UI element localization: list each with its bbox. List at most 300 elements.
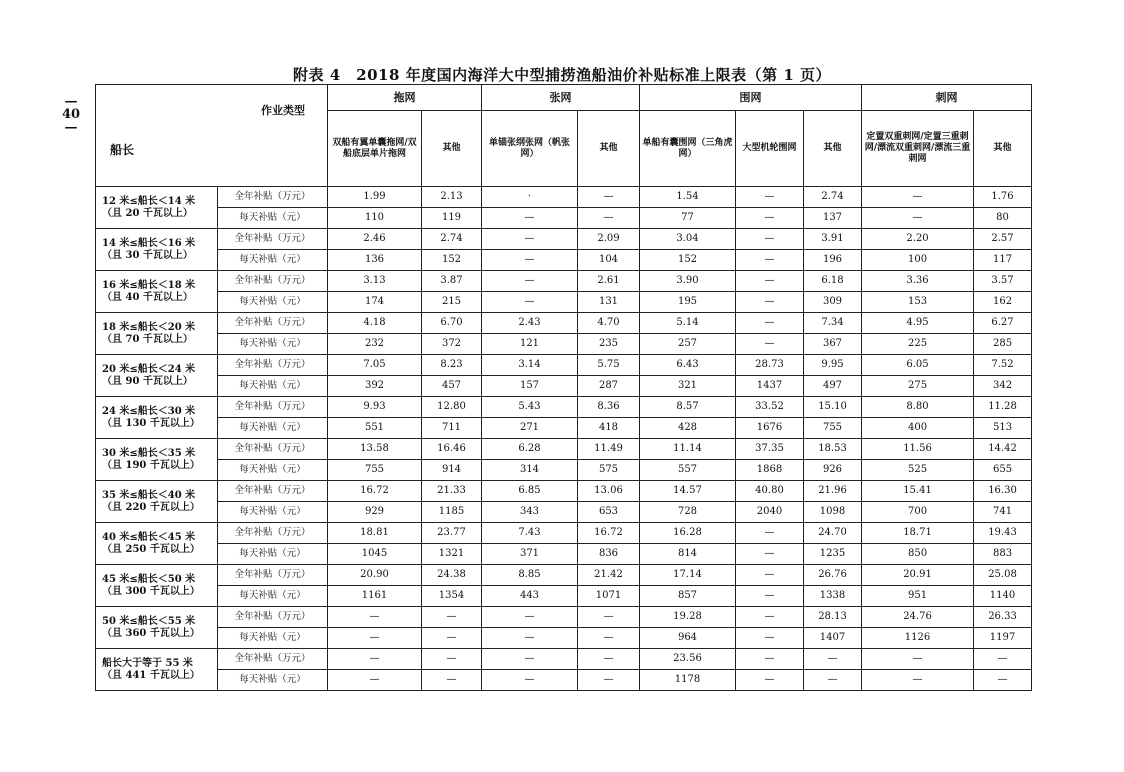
annual-value-cell: 2.61 [578, 271, 640, 292]
vessel-length-cell [96, 523, 218, 565]
annual-value-cell: 7.43 [482, 523, 578, 544]
annual-value-cell: 28.13 [804, 607, 862, 628]
page-number [62, 95, 80, 134]
daily-value-cell: 1338 [804, 586, 862, 607]
annual-value-cell: 23.77 [422, 523, 482, 544]
table-row [96, 481, 1032, 502]
daily-value-cell: 755 [804, 418, 862, 439]
annual-value-cell: 13.58 [328, 439, 422, 460]
daily-value-cell: — [736, 250, 804, 271]
annual-value-cell: 6.85 [482, 481, 578, 502]
annual-value-cell: 3.57 [974, 271, 1032, 292]
annual-value-cell: 7.52 [974, 355, 1032, 376]
annual-value-cell: — [482, 229, 578, 250]
daily-value-cell: — [736, 586, 804, 607]
daily-value-cell: 343 [482, 502, 578, 523]
daily-value-cell: 287 [578, 376, 640, 397]
daily-subsidy-label: 每天补贴（元） [218, 544, 328, 565]
subsidy-table [95, 84, 1032, 691]
daily-subsidy-label: 每天补贴（元） [218, 292, 328, 313]
annual-value-cell: 15.41 [862, 481, 974, 502]
table-row [96, 418, 1032, 439]
daily-subsidy-label: 每天补贴（元） [218, 628, 328, 649]
vessel-length-text: （且 190 千瓦以上） [102, 459, 200, 471]
daily-value-cell: — [482, 250, 578, 271]
vessel-length-text: 12 米≤船长＜14 米 [102, 195, 196, 207]
daily-value-cell: — [578, 208, 640, 229]
annual-value-cell: 2.74 [422, 229, 482, 250]
daily-value-cell: 275 [862, 376, 974, 397]
daily-value-cell: — [482, 292, 578, 313]
daily-value-cell: — [736, 544, 804, 565]
annual-value-cell: 1.54 [640, 187, 736, 208]
daily-value-cell: — [736, 670, 804, 691]
daily-value-cell: — [422, 628, 482, 649]
daily-value-cell: 850 [862, 544, 974, 565]
daily-value-cell: — [736, 208, 804, 229]
daily-value-cell: 655 [974, 460, 1032, 481]
annual-value-cell: · [482, 187, 578, 208]
daily-value-cell: 1354 [422, 586, 482, 607]
annual-value-cell: 20.90 [328, 565, 422, 586]
daily-value-cell: 196 [804, 250, 862, 271]
annual-value-cell: 6.05 [862, 355, 974, 376]
annual-value-cell: 21.96 [804, 481, 862, 502]
page-number-value: 40 [62, 107, 81, 122]
daily-value-cell: 700 [862, 502, 974, 523]
daily-value-cell: 174 [328, 292, 422, 313]
daily-value-cell: 225 [862, 334, 974, 355]
daily-value-cell: 1676 [736, 418, 804, 439]
daily-value-cell: 525 [862, 460, 974, 481]
daily-value-cell: — [482, 208, 578, 229]
group-header-gillnet: 刺网 [862, 85, 1032, 111]
annual-value-cell: 3.90 [640, 271, 736, 292]
vessel-length-text: 30 米≤船长＜35 米 [102, 447, 196, 459]
annual-value-cell: 3.87 [422, 271, 482, 292]
daily-subsidy-label: 每天补贴（元） [218, 334, 328, 355]
vessel-length-text: 24 米≤船长＜30 米 [102, 405, 196, 417]
table-row [96, 439, 1032, 460]
daily-value-cell: 1161 [328, 586, 422, 607]
daily-value-cell: 857 [640, 586, 736, 607]
daily-value-cell: 1140 [974, 586, 1032, 607]
daily-value-cell: 367 [804, 334, 862, 355]
annual-value-cell: 2.74 [804, 187, 862, 208]
annual-value-cell: — [736, 607, 804, 628]
annual-value-cell: — [736, 229, 804, 250]
daily-value-cell: — [328, 628, 422, 649]
annual-subsidy-label: 全年补贴（万元） [218, 271, 328, 292]
daily-value-cell: 513 [974, 418, 1032, 439]
vessel-length-text: （且 20 千瓦以上） [102, 207, 193, 219]
annual-value-cell: 17.14 [640, 565, 736, 586]
annual-value-cell: 8.57 [640, 397, 736, 418]
daily-value-cell: 314 [482, 460, 578, 481]
annual-value-cell: 12.80 [422, 397, 482, 418]
annual-value-cell: — [974, 649, 1032, 670]
annual-value-cell: 8.36 [578, 397, 640, 418]
table-row [96, 271, 1032, 292]
daily-value-cell: 195 [640, 292, 736, 313]
annual-value-cell: — [578, 607, 640, 628]
daily-value-cell: 1321 [422, 544, 482, 565]
annual-value-cell: 14.42 [974, 439, 1032, 460]
table-row [96, 607, 1032, 628]
vessel-length-text: （且 360 千瓦以上） [102, 627, 200, 639]
daily-value-cell: 443 [482, 586, 578, 607]
daily-value-cell: — [804, 670, 862, 691]
vessel-length-cell [96, 649, 218, 691]
vessel-length-text: 50 米≤船长＜55 米 [102, 615, 196, 627]
annual-value-cell: 3.04 [640, 229, 736, 250]
table-row [96, 355, 1032, 376]
daily-value-cell: — [862, 208, 974, 229]
vessel-length-text: 16 米≤船长＜18 米 [102, 279, 196, 291]
annual-value-cell: — [736, 565, 804, 586]
annual-value-cell: 2.43 [482, 313, 578, 334]
annual-value-cell: 21.33 [422, 481, 482, 502]
vessel-length-text: （且 220 千瓦以上） [102, 501, 200, 513]
daily-value-cell: — [578, 670, 640, 691]
annual-value-cell: 24.76 [862, 607, 974, 628]
annual-value-cell: 16.30 [974, 481, 1032, 502]
table-row [96, 292, 1032, 313]
annual-value-cell: 6.27 [974, 313, 1032, 334]
table-row [96, 670, 1032, 691]
annual-subsidy-label: 全年补贴（万元） [218, 607, 328, 628]
vessel-length-text: 35 米≤船长＜40 米 [102, 489, 196, 501]
daily-value-cell: 926 [804, 460, 862, 481]
table-row [96, 544, 1032, 565]
annual-value-cell: 2.20 [862, 229, 974, 250]
daily-value-cell: 137 [804, 208, 862, 229]
group-header-purse-seine: 围网 [640, 85, 862, 111]
annual-value-cell: 11.14 [640, 439, 736, 460]
annual-value-cell: 3.36 [862, 271, 974, 292]
daily-value-cell: 557 [640, 460, 736, 481]
annual-value-cell: — [422, 607, 482, 628]
daily-value-cell: 400 [862, 418, 974, 439]
annual-value-cell: 40.80 [736, 481, 804, 502]
vessel-length-cell [96, 187, 218, 229]
daily-value-cell: 551 [328, 418, 422, 439]
vessel-length-text: （且 70 千瓦以上） [102, 333, 193, 345]
corner-vessel-length: 船长 [110, 143, 135, 157]
daily-value-cell: 497 [804, 376, 862, 397]
annual-value-cell: — [482, 271, 578, 292]
annual-value-cell: 26.76 [804, 565, 862, 586]
annual-value-cell: — [482, 607, 578, 628]
annual-subsidy-label: 全年补贴（万元） [218, 439, 328, 460]
daily-value-cell: 157 [482, 376, 578, 397]
page-number-dash-top: — [64, 94, 78, 109]
subheader-gillnet-set-drift: 定置双重刺网/定置三重刺网/漂流双重刺网/漂流三重刺网 [862, 111, 974, 187]
annual-value-cell: 1.76 [974, 187, 1032, 208]
annual-value-cell: 19.43 [974, 523, 1032, 544]
daily-value-cell: 392 [328, 376, 422, 397]
annual-value-cell: — [736, 313, 804, 334]
annual-value-cell: 18.81 [328, 523, 422, 544]
vessel-length-text: （且 130 千瓦以上） [102, 417, 200, 429]
subheader-seine-single-bag: 单船有囊围网（三角虎网） [640, 111, 736, 187]
annual-value-cell: 8.80 [862, 397, 974, 418]
annual-value-cell: — [736, 649, 804, 670]
corner-operation-type: 作业类型 [261, 104, 305, 117]
daily-value-cell: 77 [640, 208, 736, 229]
group-header-trawl: 拖网 [328, 85, 482, 111]
annual-value-cell: — [804, 649, 862, 670]
daily-value-cell: 951 [862, 586, 974, 607]
table-row [96, 523, 1032, 544]
annual-value-cell: — [328, 649, 422, 670]
annual-value-cell: 37.35 [736, 439, 804, 460]
daily-value-cell: 575 [578, 460, 640, 481]
daily-value-cell: — [328, 670, 422, 691]
daily-subsidy-label: 每天补贴（元） [218, 250, 328, 271]
daily-value-cell: 285 [974, 334, 1032, 355]
annual-value-cell: 3.13 [328, 271, 422, 292]
daily-value-cell: 121 [482, 334, 578, 355]
vessel-length-cell [96, 439, 218, 481]
annual-value-cell: 2.09 [578, 229, 640, 250]
daily-value-cell: — [862, 670, 974, 691]
annual-value-cell: 1.99 [328, 187, 422, 208]
daily-value-cell: 1178 [640, 670, 736, 691]
daily-value-cell: 1045 [328, 544, 422, 565]
annual-value-cell: — [578, 649, 640, 670]
annual-value-cell: — [736, 271, 804, 292]
annual-value-cell: — [862, 649, 974, 670]
daily-value-cell: 914 [422, 460, 482, 481]
vessel-length-text: 船长大于等于 55 米 [102, 657, 193, 669]
table-row [96, 586, 1032, 607]
annual-value-cell: 8.85 [482, 565, 578, 586]
subheader-seine-other: 其他 [804, 111, 862, 187]
annual-subsidy-label: 全年补贴（万元） [218, 313, 328, 334]
daily-value-cell: 1868 [736, 460, 804, 481]
vessel-length-text: （且 300 千瓦以上） [102, 585, 200, 597]
daily-value-cell: 371 [482, 544, 578, 565]
daily-value-cell: — [482, 670, 578, 691]
vessel-length-text: （且 441 千瓦以上） [102, 669, 200, 681]
daily-value-cell: 836 [578, 544, 640, 565]
daily-value-cell: 162 [974, 292, 1032, 313]
daily-value-cell: — [736, 628, 804, 649]
annual-value-cell: 13.06 [578, 481, 640, 502]
daily-value-cell: 1098 [804, 502, 862, 523]
daily-subsidy-label: 每天补贴（元） [218, 376, 328, 397]
annual-value-cell: 6.18 [804, 271, 862, 292]
annual-subsidy-label: 全年补贴（万元） [218, 397, 328, 418]
daily-value-cell: 457 [422, 376, 482, 397]
annual-value-cell: 33.52 [736, 397, 804, 418]
daily-value-cell: 153 [862, 292, 974, 313]
subheader-seine-large: 大型机轮围网 [736, 111, 804, 187]
annual-subsidy-label: 全年补贴（万元） [218, 649, 328, 670]
daily-value-cell: 711 [422, 418, 482, 439]
daily-value-cell: 372 [422, 334, 482, 355]
annual-value-cell: 5.75 [578, 355, 640, 376]
annual-value-cell: 7.34 [804, 313, 862, 334]
daily-value-cell: — [422, 670, 482, 691]
table-row [96, 250, 1032, 271]
annual-value-cell: 24.38 [422, 565, 482, 586]
table-title: 附表 4 2018 年度国内海洋大中型捕捞渔船油价补贴标准上限表（第 1 页） [292, 66, 831, 84]
daily-value-cell: 215 [422, 292, 482, 313]
daily-value-cell: 342 [974, 376, 1032, 397]
daily-value-cell: 2040 [736, 502, 804, 523]
daily-value-cell: — [736, 334, 804, 355]
daily-value-cell: 232 [328, 334, 422, 355]
table-row [96, 208, 1032, 229]
daily-value-cell: 104 [578, 250, 640, 271]
vessel-length-text: 20 米≤船长＜24 米 [102, 363, 196, 375]
daily-value-cell: 309 [804, 292, 862, 313]
annual-value-cell: 2.57 [974, 229, 1032, 250]
annual-subsidy-label: 全年补贴（万元） [218, 565, 328, 586]
daily-value-cell: 131 [578, 292, 640, 313]
vessel-length-text: 40 米≤船长＜45 米 [102, 531, 196, 543]
daily-value-cell: 929 [328, 502, 422, 523]
table-row [96, 229, 1032, 250]
vessel-length-cell [96, 481, 218, 523]
daily-value-cell: 755 [328, 460, 422, 481]
daily-value-cell: 321 [640, 376, 736, 397]
annual-value-cell: 16.72 [578, 523, 640, 544]
annual-value-cell: 3.14 [482, 355, 578, 376]
annual-subsidy-label: 全年补贴（万元） [218, 481, 328, 502]
annual-value-cell: — [578, 187, 640, 208]
daily-value-cell: 1235 [804, 544, 862, 565]
vessel-length-cell [96, 397, 218, 439]
daily-value-cell: 883 [974, 544, 1032, 565]
table-body [96, 187, 1032, 691]
annual-value-cell: 25.08 [974, 565, 1032, 586]
vessel-length-text: （且 30 千瓦以上） [102, 249, 193, 261]
daily-value-cell: 257 [640, 334, 736, 355]
subheader-gillnet-other: 其他 [974, 111, 1032, 187]
subheader-stow-other: 其他 [578, 111, 640, 187]
annual-value-cell: 21.42 [578, 565, 640, 586]
table-row [96, 313, 1032, 334]
daily-value-cell: 741 [974, 502, 1032, 523]
annual-value-cell: 18.71 [862, 523, 974, 544]
annual-subsidy-label: 全年补贴（万元） [218, 355, 328, 376]
annual-value-cell: — [736, 523, 804, 544]
daily-value-cell: 418 [578, 418, 640, 439]
daily-subsidy-label: 每天补贴（元） [218, 208, 328, 229]
daily-value-cell: 119 [422, 208, 482, 229]
annual-value-cell: 2.46 [328, 229, 422, 250]
page-number-dash-bottom: — [64, 120, 78, 135]
annual-value-cell: — [736, 187, 804, 208]
annual-value-cell: 24.70 [804, 523, 862, 544]
header-corner-cell [96, 85, 328, 187]
annual-value-cell: 2.13 [422, 187, 482, 208]
daily-subsidy-label: 每天补贴（元） [218, 586, 328, 607]
annual-value-cell: 4.70 [578, 313, 640, 334]
table-row [96, 460, 1032, 481]
subheader-trawl-other: 其他 [422, 111, 482, 187]
daily-value-cell: 271 [482, 418, 578, 439]
daily-value-cell: 136 [328, 250, 422, 271]
vessel-length-text: （且 90 千瓦以上） [102, 375, 193, 387]
annual-value-cell: 9.95 [804, 355, 862, 376]
table-row [96, 187, 1032, 208]
vessel-length-text: 18 米≤船长＜20 米 [102, 321, 196, 333]
daily-subsidy-label: 每天补贴（元） [218, 670, 328, 691]
annual-value-cell: 23.56 [640, 649, 736, 670]
daily-value-cell: 428 [640, 418, 736, 439]
vessel-length-text: 14 米≤船长＜16 米 [102, 237, 196, 249]
annual-value-cell: 5.14 [640, 313, 736, 334]
daily-value-cell: 1071 [578, 586, 640, 607]
daily-subsidy-label: 每天补贴（元） [218, 418, 328, 439]
daily-value-cell: 117 [974, 250, 1032, 271]
subheader-trawl-pair: 双船有翼单囊拖网/双船底层单片拖网 [328, 111, 422, 187]
annual-value-cell: 11.56 [862, 439, 974, 460]
annual-value-cell: 20.91 [862, 565, 974, 586]
annual-value-cell: 9.93 [328, 397, 422, 418]
annual-value-cell: 11.49 [578, 439, 640, 460]
daily-value-cell: 964 [640, 628, 736, 649]
daily-value-cell: 1185 [422, 502, 482, 523]
annual-value-cell: 19.28 [640, 607, 736, 628]
vessel-length-text: （且 250 千瓦以上） [102, 543, 200, 555]
vessel-length-cell [96, 355, 218, 397]
annual-value-cell: 4.95 [862, 313, 974, 334]
annual-value-cell: 6.43 [640, 355, 736, 376]
annual-value-cell: 16.72 [328, 481, 422, 502]
daily-value-cell: 152 [422, 250, 482, 271]
vessel-length-text: （且 40 千瓦以上） [102, 291, 193, 303]
group-header-stow-net: 张网 [482, 85, 640, 111]
annual-value-cell: — [862, 187, 974, 208]
daily-value-cell: 653 [578, 502, 640, 523]
annual-value-cell: 16.28 [640, 523, 736, 544]
annual-value-cell: — [328, 607, 422, 628]
daily-value-cell: 1126 [862, 628, 974, 649]
vessel-length-cell [96, 229, 218, 271]
daily-value-cell: 110 [328, 208, 422, 229]
annual-subsidy-label: 全年补贴（万元） [218, 523, 328, 544]
table-row [96, 649, 1032, 670]
annual-subsidy-label: 全年补贴（万元） [218, 229, 328, 250]
annual-value-cell: 16.46 [422, 439, 482, 460]
annual-value-cell: 14.57 [640, 481, 736, 502]
daily-value-cell: 1197 [974, 628, 1032, 649]
daily-value-cell: 80 [974, 208, 1032, 229]
annual-value-cell: 4.18 [328, 313, 422, 334]
annual-value-cell: 5.43 [482, 397, 578, 418]
daily-value-cell: 152 [640, 250, 736, 271]
vessel-length-cell [96, 565, 218, 607]
vessel-length-text: 45 米≤船长＜50 米 [102, 573, 196, 585]
annual-subsidy-label: 全年补贴（万元） [218, 187, 328, 208]
annual-value-cell: 7.05 [328, 355, 422, 376]
daily-value-cell: — [482, 628, 578, 649]
vessel-length-cell [96, 607, 218, 649]
annual-value-cell: 15.10 [804, 397, 862, 418]
table-row [96, 502, 1032, 523]
daily-subsidy-label: 每天补贴（元） [218, 502, 328, 523]
annual-value-cell: 28.73 [736, 355, 804, 376]
annual-value-cell: 6.28 [482, 439, 578, 460]
daily-value-cell: 1437 [736, 376, 804, 397]
vessel-length-cell [96, 271, 218, 313]
annual-value-cell: 11.28 [974, 397, 1032, 418]
